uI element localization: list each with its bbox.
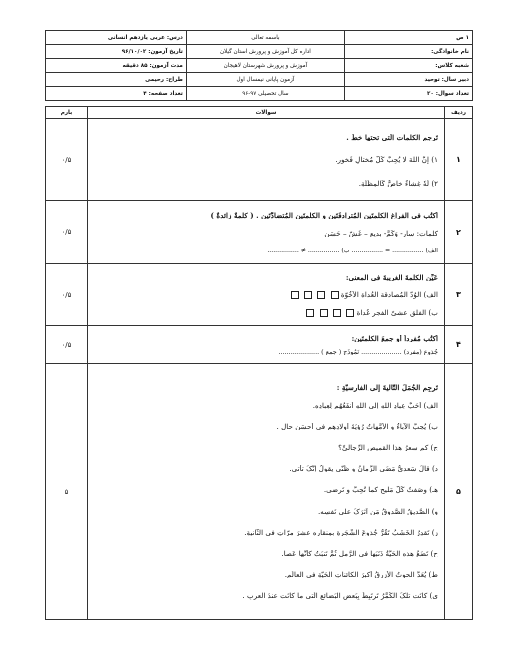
question-instruction: تَرجِم الجُمَلَ التّالیةَ إلی الفارسیّةِ :	[336, 384, 438, 392]
question-score: ۰/۵	[46, 119, 88, 201]
question-instruction: اُکتُب مُفرداً أو جمعَ الکلمتَینِ:	[351, 334, 438, 342]
option-text: ب) الفلق عشیّ الفجر غُداة	[356, 309, 438, 318]
question-instruction: عَیِّن الکلمةَ الغریبةَ فی المعنی:	[345, 273, 438, 282]
checkbox[interactable]	[317, 291, 325, 299]
question-row	[46, 201, 473, 264]
question-line: ۲) لَهٗ غِشاءٌ خاصٌّ کَالمِظَلَّةِ.	[358, 179, 438, 187]
checkbox[interactable]	[291, 291, 299, 299]
sentence: ب) یُحِبُّ الآباءُ و الاُمَّهاتُ رُؤیَةَ أولادِهِم فی أحسَنِ حالٍ .	[276, 422, 438, 430]
answer-blanks: جُذوع (مفرد) .................... نَمُوذَج ( جمع ) ....................	[278, 348, 438, 356]
question-number: ۱	[445, 119, 473, 201]
checkbox[interactable]	[333, 309, 341, 317]
option-row	[92, 291, 438, 299]
teacher-cell: دبیر سال: توحید	[344, 73, 472, 87]
question-body	[88, 119, 445, 201]
question-row	[46, 364, 473, 620]
option-row	[92, 309, 438, 317]
year-cell: سال تحصیلی ۹۷-۹۶	[186, 87, 344, 101]
question-line: کلمات: سار- وَکَمَّ- بدیع – غَشّ – حَسَن	[324, 229, 438, 238]
exam-date-cell: تاریخ آزمون: ۹۶/۱۰/۰۲	[46, 45, 187, 59]
option-text: الف) الوُدّ المُصادقة العُداة الاُخُوّة	[340, 291, 438, 300]
row-column-header: ردیف	[445, 107, 473, 119]
question-instruction: تَرجِم الکلمات الّتی تحتها خطٌّ .	[346, 134, 438, 142]
question-instruction: اُکتُب فی الفراغ الکلمتَینِ المُترادفَتَینِ و الکلمتَینِ المُتضادَّتَینِ . ( کلمةٌ زائدةٌ )	[210, 211, 438, 219]
sentence: و) الصَّدیقُ الصَّدوقُ مَن آثرَکَ علی نَفسِه.	[318, 507, 438, 515]
question-row	[46, 264, 473, 326]
sentence: ی) کانَت تلکَ الکُمَّرُ تَرتَبِطُ بِبَعضِ البَضائعِ الّتی ما کانَت عندَ العربِ .	[242, 592, 438, 600]
sentence: هـ) وصَفتُ کُلَّ مَلیحٍ کما تُحِبُّ و تَرضی.	[323, 486, 438, 494]
questions-table	[45, 106, 473, 620]
family-name-cell: نام خانوادگی:	[344, 45, 472, 59]
question-line: ۱) إنَّ اللهَ لا یُحِبُّ کُلَّ مُختالٍ فَخورٍ.	[335, 156, 438, 164]
checkbox[interactable]	[320, 309, 328, 317]
question-body	[88, 364, 445, 620]
subject-cell: درس: عربی یازدهم انسانی	[46, 31, 187, 45]
exam-page	[45, 30, 473, 620]
checkbox[interactable]	[304, 291, 312, 299]
basmala-cell: باسمه تعالی	[186, 31, 344, 45]
sentence: الف) أحَبُّ عِبادِ اللهِ إلی اللهِ أنفَعُهُم لِعِبادِه.	[312, 401, 438, 409]
question-row	[46, 326, 473, 364]
checkbox[interactable]	[346, 309, 354, 317]
question-body	[88, 264, 445, 326]
class-cell: شعبه کلاس:	[344, 59, 472, 73]
duration-cell: مدت آزمون: ۸۵ دقیقه	[46, 59, 187, 73]
sentence: ز) تَقدِرُ الخَشَبُ تَقُرُّ جُذوعَ الشَّجَرةِ بِمِنقارِه عشرَ مرّاتٍ فی الثّانیةِ.	[244, 528, 438, 536]
question-row	[46, 119, 473, 201]
question-score: ۰/۵	[46, 264, 88, 326]
sentence: ج) کم سعرُ هذا القمیصِ الرِّجالیِّ؟	[338, 443, 438, 452]
district-cell: آموزش و پرورش شهرستان لاهیجان	[186, 59, 344, 73]
question-score: ۰/۵	[46, 201, 88, 264]
question-number: ۴	[445, 326, 473, 364]
sentence: ح) تَضَعُ هذه الحَیَّةُ ذَنَبَها فی الرَّملِ ثُمَّ تَنبَتُ کأنَّها عَصا.	[281, 550, 438, 558]
sentence: د) قالَ سَعدیُّ مَضَی الزَّمانُ و ظَنّی یقولُ إنَّکَ تأتی.	[289, 465, 438, 473]
question-score: ۵	[46, 364, 88, 620]
exam-title-cell: آزمون پایانی نیمسال اول	[186, 73, 344, 87]
questions-header-row	[46, 107, 473, 119]
question-score: ۰/۵	[46, 326, 88, 364]
question-number: ۵	[445, 364, 473, 620]
questions-column-header: سوالات	[88, 107, 445, 119]
checkbox[interactable]	[306, 309, 314, 317]
sentence: ط) یُعَدُّ الحوتُ الأزرقُ أکبرَ الکائناتِ الحَیّةِ فی العالَمِ.	[284, 571, 438, 579]
question-body	[88, 326, 445, 364]
designer-cell: طراح: رحیمی	[46, 73, 187, 87]
question-number: ۲	[445, 201, 473, 264]
answer-blanks: الف) ................ = ................ ب) ................ ≠ ................	[267, 248, 438, 255]
office-cell: اداره کل آموزش و پرورش استان گیلان	[186, 45, 344, 59]
pages-cell: تعداد صفحه: ۴	[46, 87, 187, 101]
question-count-cell: تعداد سوال: ۲۰	[344, 87, 472, 101]
question-number: ۳	[445, 264, 473, 326]
checkbox[interactable]	[331, 291, 339, 299]
score-column-header: بارم	[46, 107, 88, 119]
question-body	[88, 201, 445, 264]
exam-header-table	[45, 30, 473, 101]
page-number-cell: ۱ ص	[344, 31, 472, 45]
